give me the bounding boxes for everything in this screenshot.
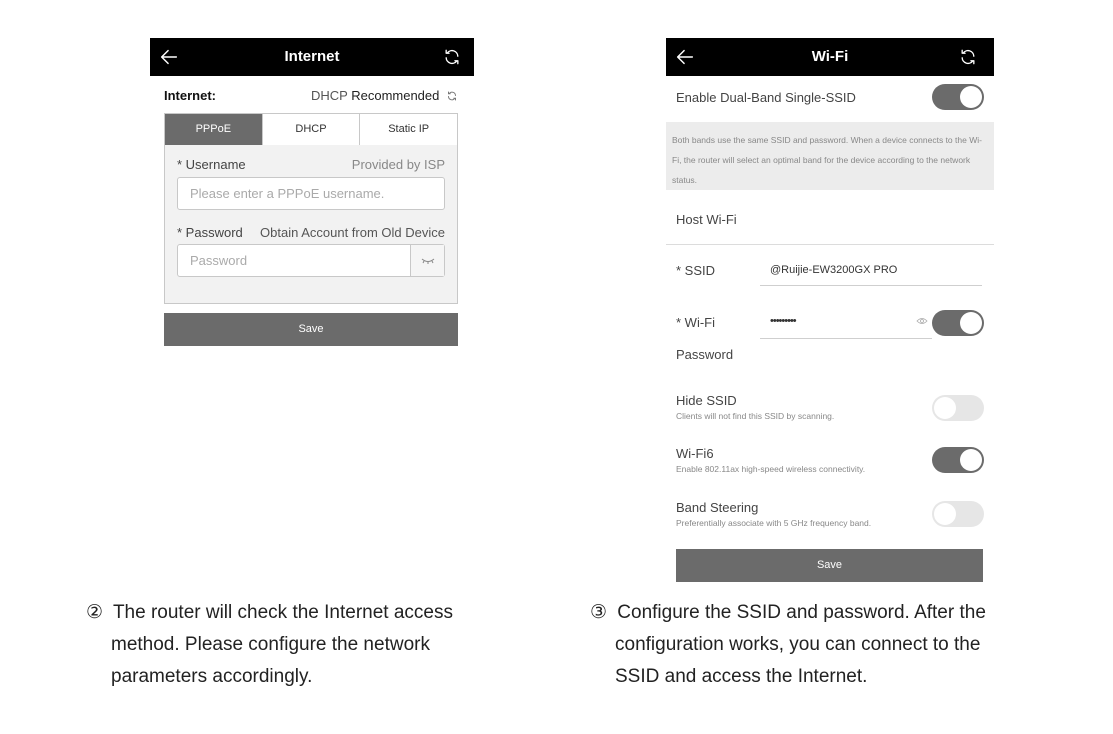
username-hint: Provided by ISP	[351, 157, 445, 172]
refresh-icon[interactable]	[958, 47, 978, 67]
wifi-password-input[interactable]	[760, 311, 932, 339]
host-wifi-heading: Host Wi-Fi	[676, 212, 737, 227]
step-number: ③	[590, 602, 608, 623]
hide-ssid-description: Clients will not find this SSID by scanning.	[676, 411, 835, 421]
eye-closed-icon	[411, 245, 445, 276]
step-number: ②	[86, 602, 104, 623]
password-label: * Password	[177, 225, 243, 240]
internet-screen	[150, 38, 474, 358]
wifi-password-toggle[interactable]	[932, 310, 984, 336]
right-caption	[590, 597, 1090, 693]
refresh-icon[interactable]	[442, 47, 462, 67]
obtain-account-link[interactable]: Obtain Account from Old Device	[260, 225, 445, 240]
dual-band-description: Both bands use the same SSID and password. When a device connects to the Wi-Fi, the router will select an optimal band for the device according to the network status.	[666, 122, 994, 190]
wifi-screen	[666, 38, 994, 584]
hide-ssid-label: Hide SSID	[676, 393, 737, 408]
left-caption	[86, 597, 556, 693]
detected-mode-value: DHCP	[310, 88, 348, 103]
tab-dhcp[interactable]: DHCP	[262, 114, 360, 145]
recommended-label: Recommended	[351, 88, 440, 103]
wifi-password-value: •••••••••	[770, 315, 796, 327]
hide-ssid-toggle[interactable]	[932, 395, 984, 421]
redetect-icon[interactable]	[446, 90, 458, 102]
page-title: Internet	[284, 48, 340, 65]
left-caption-line-1	[86, 597, 556, 629]
ssid-input[interactable]: @Ruijie-EW3200GX PRO	[760, 260, 982, 286]
eye-icon[interactable]	[916, 316, 928, 326]
wifi-app-bar	[666, 38, 994, 76]
band-steering-toggle[interactable]	[932, 501, 984, 527]
section-divider	[666, 244, 994, 245]
username-label: * Username	[177, 157, 246, 172]
internet-label: Internet:	[164, 88, 216, 103]
ssid-label: * SSID	[676, 263, 716, 278]
band-steering-description: Preferentially associate with 5 GHz frequency band.	[676, 518, 872, 528]
right-caption-line-2: configuration works, you can connect to the	[615, 634, 981, 655]
page-title: Wi-Fi	[811, 48, 849, 65]
left-caption-line-2: method. Please configure the network	[111, 634, 430, 655]
caption-text: Configure the SSID and password. After the	[617, 602, 986, 623]
tab-pppoe[interactable]: PPPoE	[165, 114, 262, 145]
username-input[interactable]: Please enter a PPPoE username.	[177, 177, 445, 210]
toggle-knob	[934, 397, 956, 419]
toggle-knob	[960, 449, 982, 471]
tab-static-ip[interactable]: Static IP	[359, 114, 457, 145]
wifi-password-label-line2: Password	[676, 347, 734, 362]
caption-text: The router will check the Internet access	[112, 602, 453, 623]
dual-band-toggle[interactable]	[932, 84, 984, 110]
connection-type-tabs	[164, 113, 458, 146]
toggle-knob	[934, 503, 956, 525]
internet-save-button[interactable]: Save	[164, 313, 458, 346]
toggle-knob	[960, 312, 982, 334]
pppoe-form	[164, 145, 458, 304]
dual-band-label: Enable Dual-Band Single-SSID	[676, 90, 856, 105]
wifi-password-label-line1: * Wi-Fi	[676, 315, 715, 330]
band-steering-label: Band Steering	[676, 500, 759, 515]
password-placeholder: Password	[190, 253, 248, 268]
wifi6-toggle[interactable]	[932, 447, 984, 473]
right-caption-line-3: SSID and access the Internet.	[615, 666, 868, 687]
detected-mode	[311, 88, 458, 103]
wifi6-description: Enable 802.11ax high-speed wireless connectivity.	[676, 464, 866, 474]
left-caption-line-3: parameters accordingly.	[111, 666, 313, 687]
right-caption-line-1	[590, 597, 1090, 629]
show-password-button[interactable]	[410, 245, 444, 276]
wifi6-label: Wi-Fi6	[676, 446, 714, 461]
internet-app-bar	[150, 38, 474, 76]
wifi-save-button[interactable]: Save	[676, 549, 983, 582]
toggle-knob	[960, 86, 982, 108]
password-input[interactable]	[177, 244, 445, 277]
